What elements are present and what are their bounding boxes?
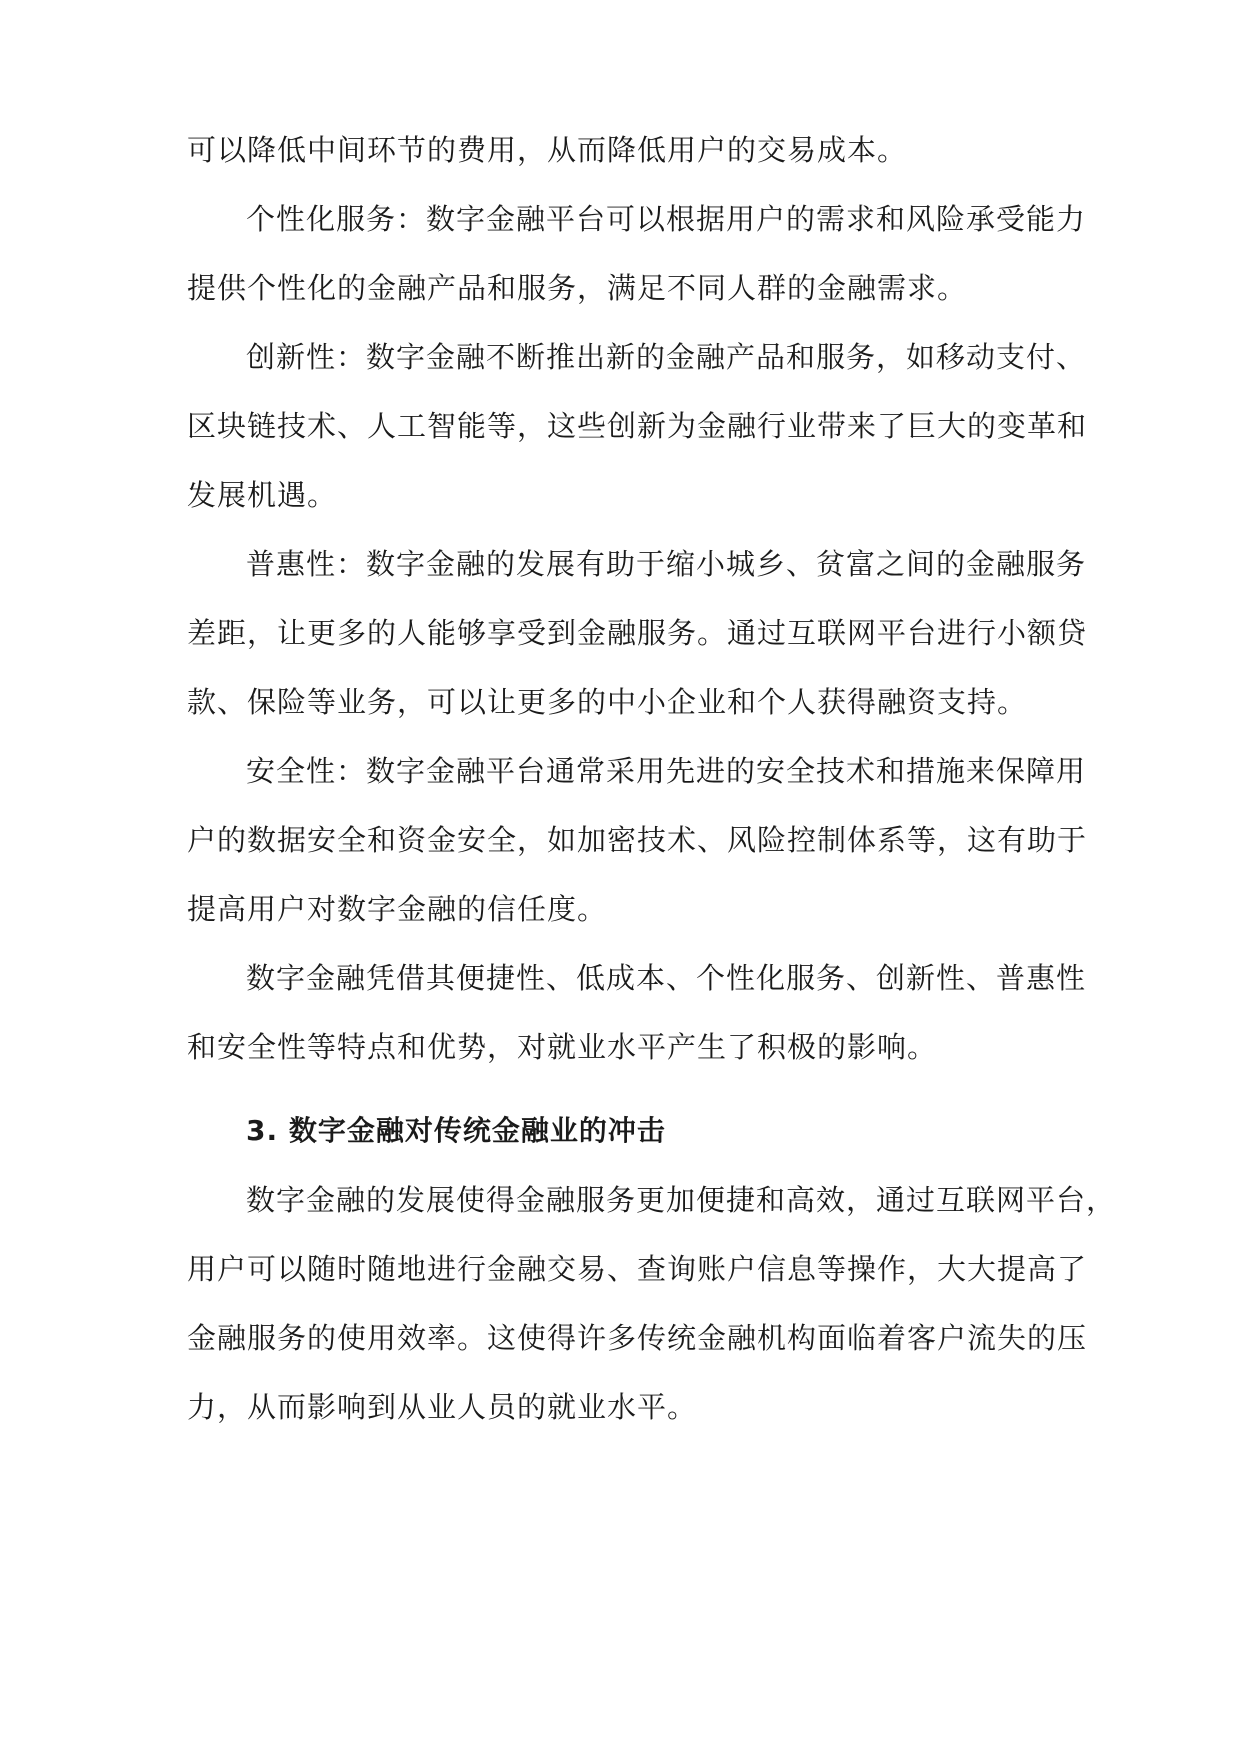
paragraph-line: 区块链技术、人工智能等，这些创新为金融行业带来了巨大的变革和 — [187, 409, 1088, 443]
paragraph-line: 力，从而影响到从业人员的就业水平。 — [187, 1390, 698, 1424]
paragraph-line: 可以降低中间环节的费用，从而降低用户的交易成本。 — [187, 133, 908, 167]
paragraph-line: 金融服务的使用效率。这使得许多传统金融机构面临着客户流失的压 — [187, 1321, 1088, 1355]
paragraph-line: 款、保险等业务，可以让更多的中小企业和个人获得融资支持。 — [187, 685, 1028, 719]
paragraph-line: 发展机遇。 — [187, 478, 338, 512]
paragraph-line: 数字金融的发展使得金融服务更加便捷和高效，通过互联网平台， — [246, 1183, 1117, 1217]
paragraph-line: 用户可以随时随地进行金融交易、查询账户信息等操作，大大提高了 — [187, 1252, 1088, 1286]
paragraph-line: 安全性：数字金融平台通常采用先进的安全技术和措施来保障用 — [246, 754, 1087, 788]
paragraph-line: 户的数据安全和资金安全，如加密技术、风险控制体系等，这有助于 — [187, 823, 1088, 857]
paragraph-line: 个性化服务：数字金融平台可以根据用户的需求和风险承受能力 — [246, 202, 1087, 236]
paragraph-line: 数字金融凭借其便捷性、低成本、个性化服务、创新性、普惠性 — [246, 961, 1087, 995]
section-heading: 3. 数字金融对传统金融业的冲击 — [246, 1114, 666, 1147]
paragraph-line: 和安全性等特点和优势，对就业水平产生了积极的影响。 — [187, 1030, 938, 1064]
paragraph-line: 提高用户对数字金融的信任度。 — [187, 892, 608, 926]
paragraph-line: 差距，让更多的人能够享受到金融服务。通过互联网平台进行小额贷 — [187, 616, 1088, 650]
paragraph-line: 普惠性：数字金融的发展有助于缩小城乡、贫富之间的金融服务 — [246, 547, 1087, 581]
paragraph-line: 创新性：数字金融不断推出新的金融产品和服务，如移动支付、 — [246, 340, 1087, 374]
paragraph-line: 提供个性化的金融产品和服务，满足不同人群的金融需求。 — [187, 271, 968, 305]
